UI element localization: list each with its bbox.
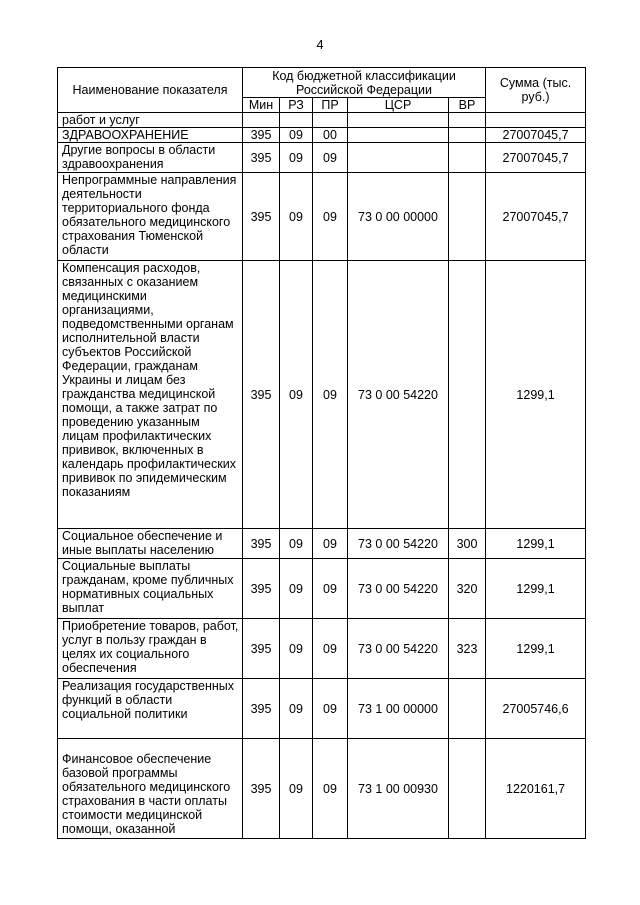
row-csr: 73 1 00 00930: [348, 739, 449, 839]
row-csr: 73 1 00 00000: [348, 679, 449, 739]
row-pr: 09: [313, 559, 348, 619]
table-row: [58, 529, 586, 559]
row-rz: 09: [280, 619, 313, 679]
header-name: Наименование показателя: [58, 68, 243, 113]
row-rz: 09: [280, 143, 313, 173]
table-row: [58, 261, 586, 529]
row-min: 395: [243, 739, 280, 839]
row-min: 395: [243, 619, 280, 679]
row-csr: 73 0 00 54220: [348, 559, 449, 619]
header-csr: ЦСР: [348, 98, 449, 113]
row-sum: 27007045,7: [486, 128, 586, 143]
table-row: [58, 143, 586, 173]
row-vr: [449, 143, 486, 173]
row-pr: 09: [313, 173, 348, 261]
table-row: [58, 113, 586, 128]
row-rz: 09: [280, 559, 313, 619]
row-sum: 27007045,7: [486, 143, 586, 173]
row-pr: [313, 113, 348, 128]
row-min: 395: [243, 261, 280, 529]
row-vr: [449, 113, 486, 128]
row-rz: 09: [280, 679, 313, 739]
row-sum: 1299,1: [486, 529, 586, 559]
row-pr: 09: [313, 261, 348, 529]
row-vr: [449, 739, 486, 839]
row-min: [243, 113, 280, 128]
row-sum: 1299,1: [486, 261, 586, 529]
row-name: Социальные выплаты гражданам, кроме публичных нормативных социальных выплат: [58, 559, 243, 619]
row-vr: 323: [449, 619, 486, 679]
row-name: Компенсация расходов, связанных с оказанием медицинскими организациями, подведомственными органам исполнительной власти субъектов Российской Федерации, гражданам Украины и лицам без гражданства медицинской помощи, а также затрат по проведению указанным лицам профилактических прививок, включенных в календарь профилактических прививок по эпидемическим показаниям: [58, 261, 243, 529]
table-row: [58, 619, 586, 679]
row-name: Реализация государственных функций в области социальной политики: [58, 679, 243, 739]
row-rz: 09: [280, 128, 313, 143]
row-sum: [486, 113, 586, 128]
table-row: [58, 739, 586, 839]
row-csr: 73 0 00 54220: [348, 261, 449, 529]
row-csr: 73 0 00 54220: [348, 529, 449, 559]
table-row: [58, 173, 586, 261]
row-csr: [348, 128, 449, 143]
table-row: [58, 559, 586, 619]
row-name: Финансовое обеспечение базовой программы обязательного медицинского страхования в части оплаты стоимости медицинской помощи, оказанной: [58, 739, 243, 839]
row-pr: 09: [313, 143, 348, 173]
row-min: 395: [243, 679, 280, 739]
row-csr: 73 0 00 00000: [348, 173, 449, 261]
row-pr: 00: [313, 128, 348, 143]
page-number: 4: [316, 37, 324, 52]
row-min: 395: [243, 173, 280, 261]
header-vr: ВР: [449, 98, 486, 113]
row-vr: [449, 261, 486, 529]
row-rz: [280, 113, 313, 128]
row-sum: 1299,1: [486, 559, 586, 619]
row-rz: 09: [280, 173, 313, 261]
table-row: [58, 679, 586, 739]
row-min: 395: [243, 559, 280, 619]
row-name: Непрограммные направления деятельности территориального фонда обязательного медицинского страхования Тюменской области: [58, 173, 243, 261]
header-code-group: Код бюджетной классификации Российской Федерации: [243, 68, 486, 98]
row-name: Приобретение товаров, работ, услуг в пользу граждан в целях их социального обеспечения: [58, 619, 243, 679]
row-name: работ и услуг: [58, 113, 243, 128]
row-sum: 27007045,7: [486, 173, 586, 261]
table-row: [58, 128, 586, 143]
row-sum: 27005746,6: [486, 679, 586, 739]
row-pr: 09: [313, 679, 348, 739]
row-vr: [449, 173, 486, 261]
row-pr: 09: [313, 619, 348, 679]
row-min: 395: [243, 143, 280, 173]
row-pr: 09: [313, 739, 348, 839]
row-csr: [348, 113, 449, 128]
row-vr: [449, 128, 486, 143]
row-min: 395: [243, 529, 280, 559]
row-sum: 1299,1: [486, 619, 586, 679]
row-name: Другие вопросы в области здравоохранения: [58, 143, 243, 173]
header-rz: РЗ: [280, 98, 313, 113]
row-vr: 300: [449, 529, 486, 559]
row-vr: 320: [449, 559, 486, 619]
header-sum: Сумма (тыс. руб.): [486, 68, 586, 113]
row-csr: 73 0 00 54220: [348, 619, 449, 679]
row-rz: 09: [280, 739, 313, 839]
row-pr: 09: [313, 529, 348, 559]
row-min: 395: [243, 128, 280, 143]
row-name: ЗДРАВООХРАНЕНИЕ: [58, 128, 243, 143]
row-vr: [449, 679, 486, 739]
header-min: Мин: [243, 98, 280, 113]
row-sum: 1220161,7: [486, 739, 586, 839]
row-name: Социальное обеспечение и иные выплаты населению: [58, 529, 243, 559]
row-rz: 09: [280, 261, 313, 529]
row-rz: 09: [280, 529, 313, 559]
row-csr: [348, 143, 449, 173]
budget-table: [57, 67, 586, 839]
header-pr: ПР: [313, 98, 348, 113]
